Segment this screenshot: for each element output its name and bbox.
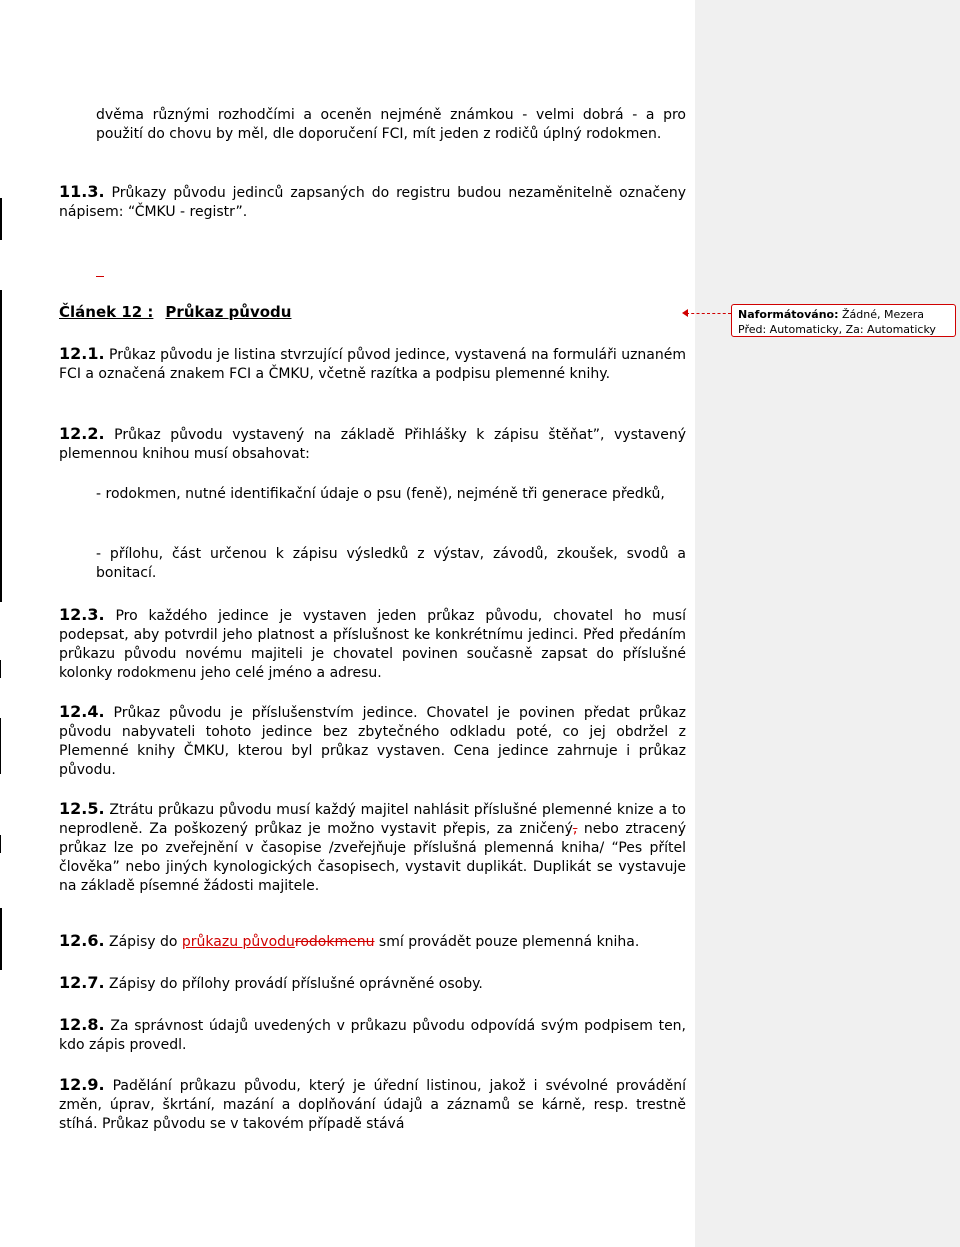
section-12-8	[59, 1015, 686, 1055]
deleted-text: ,	[572, 821, 578, 837]
section-text: Zápisy do	[109, 934, 182, 950]
section-text: Průkazy původu jedinců zapsaných do registru budou nezaměnitelně označeny nápisem: “ČMKU - registr”.	[59, 185, 686, 220]
article-heading	[59, 303, 291, 321]
change-bar	[0, 835, 1, 853]
deleted-text: rodokmenu	[294, 934, 375, 950]
article-title: Průkaz původu	[165, 303, 292, 321]
section-text: Ztrátu průkazu původu musí každý majitel nahlásit příslušné plemenné knize a to neprodleně. Za poškozený průkaz je možno vystavit přepis, za zničený	[59, 802, 686, 837]
section-number: 12.1.	[59, 344, 105, 363]
list-item: - rodokmen, nutné identifikační údaje o psu (feně), nejméně tři generace předků,	[96, 486, 665, 502]
section-12-9	[59, 1075, 686, 1134]
change-bar	[0, 908, 2, 970]
markup-margin	[695, 0, 960, 1247]
section-text: Zápisy do přílohy provádí příslušné oprávněné osoby.	[109, 976, 483, 992]
section-number: 12.3.	[59, 605, 105, 624]
balloon-connector	[686, 313, 731, 315]
inserted-text: průkazu původu	[181, 934, 295, 950]
format-change-balloon[interactable]	[731, 304, 956, 337]
section-text: Průkaz původu je listina stvrzující původ jedince, vystavená na formuláři uznaném FCI a označená znakem FCI a ČMKU, včetně razítka a podpisu plemenné knihy.	[59, 347, 686, 382]
section-text: Za správnost údajů uvedených v průkazu původu odpovídá svým podpisem ten, kdo zápis provedl.	[59, 1018, 687, 1053]
section-12-7	[59, 973, 686, 994]
section-number: 12.9.	[59, 1075, 105, 1094]
section-12-1	[59, 344, 686, 384]
section-text: nebo ztracený průkaz lze po zveřejnění v časopise /zveřejňuje příslušná plemenná kniha/ “Pes přítel člověka” nebo jiných kynologických časopisech, vystavit duplikát. Duplikát se vystavuje na základě písemné žádosti majitele.	[59, 821, 686, 894]
section-12-2	[59, 424, 686, 464]
list-item: - přílohu, část určenou k zápisu výsledků z výstav, závodů, zkoušek, svodů a bonitací.	[96, 546, 686, 581]
section-text: Průkaz původu vystavený na základě Přihlášky k zápisu štěňat”, vystavený plemennou knihou musí obsahovat:	[59, 427, 686, 462]
section-number: 12.8.	[59, 1015, 105, 1034]
paragraph-continuation: dvěma různými rozhodčími a oceněn nejméně známkou - velmi dobrá - a pro použití do chovu by měl, dle doporučení FCI, mít jeden z rodičů úplný rodokmen.	[96, 107, 686, 142]
change-bar	[0, 718, 1, 774]
change-bar	[0, 198, 2, 240]
change-bar	[0, 660, 1, 678]
section-text: smí provádět pouze plemenná kniha.	[374, 934, 640, 950]
balloon-label: Naformátováno:	[738, 308, 839, 321]
balloon-text: Žádné, Mezera Před: Automaticky, Za: Automaticky	[738, 308, 936, 336]
section-12-3	[59, 605, 686, 683]
section-number: 12.2.	[59, 424, 105, 443]
section-number: 12.6.	[59, 931, 105, 950]
article-label: Článek 12 :	[59, 303, 154, 321]
section-text: Pro každého jedince je vystaven jeden průkaz původu, chovatel ho musí podepsat, aby potvrdil jeho platnost a příslušnost ke konkrétnímu jedinci. Před předáním průkazu původu novému majiteli je chovatel povinen současně zapsat do příslušné kolonky rodokmenu jeho celé jméno a adresu.	[59, 608, 686, 681]
section-12-6	[59, 931, 686, 952]
inserted-mark	[96, 276, 104, 277]
section-12-4	[59, 702, 686, 780]
section-text: Průkaz původu je příslušenstvím jedince. Chovatel je povinen předat průkaz původu nabyvateli tohoto jedince bez zbytečného odkladu poté, co jej obdržel z Plemenné knihy ČMKU, kterou byl průkaz vystaven. Cena jedince zahrnuje i průkaz původu.	[59, 705, 687, 778]
section-number: 12.5.	[59, 799, 105, 818]
section-number: 12.4.	[59, 702, 105, 721]
section-12-5	[59, 799, 686, 896]
section-text: Padělání průkazu původu, který je úřední listinou, jakož i svévolné provádění změn, úprav, škrtání, mazání a doplňování údajů a záznamů se kárně, resp. trestně stíhá. Průkaz původu se v takovém případě stává	[59, 1078, 686, 1132]
section-11-3	[59, 182, 686, 222]
change-bar	[0, 290, 2, 602]
section-number: 11.3.	[59, 182, 105, 201]
section-number: 12.7.	[59, 973, 105, 992]
